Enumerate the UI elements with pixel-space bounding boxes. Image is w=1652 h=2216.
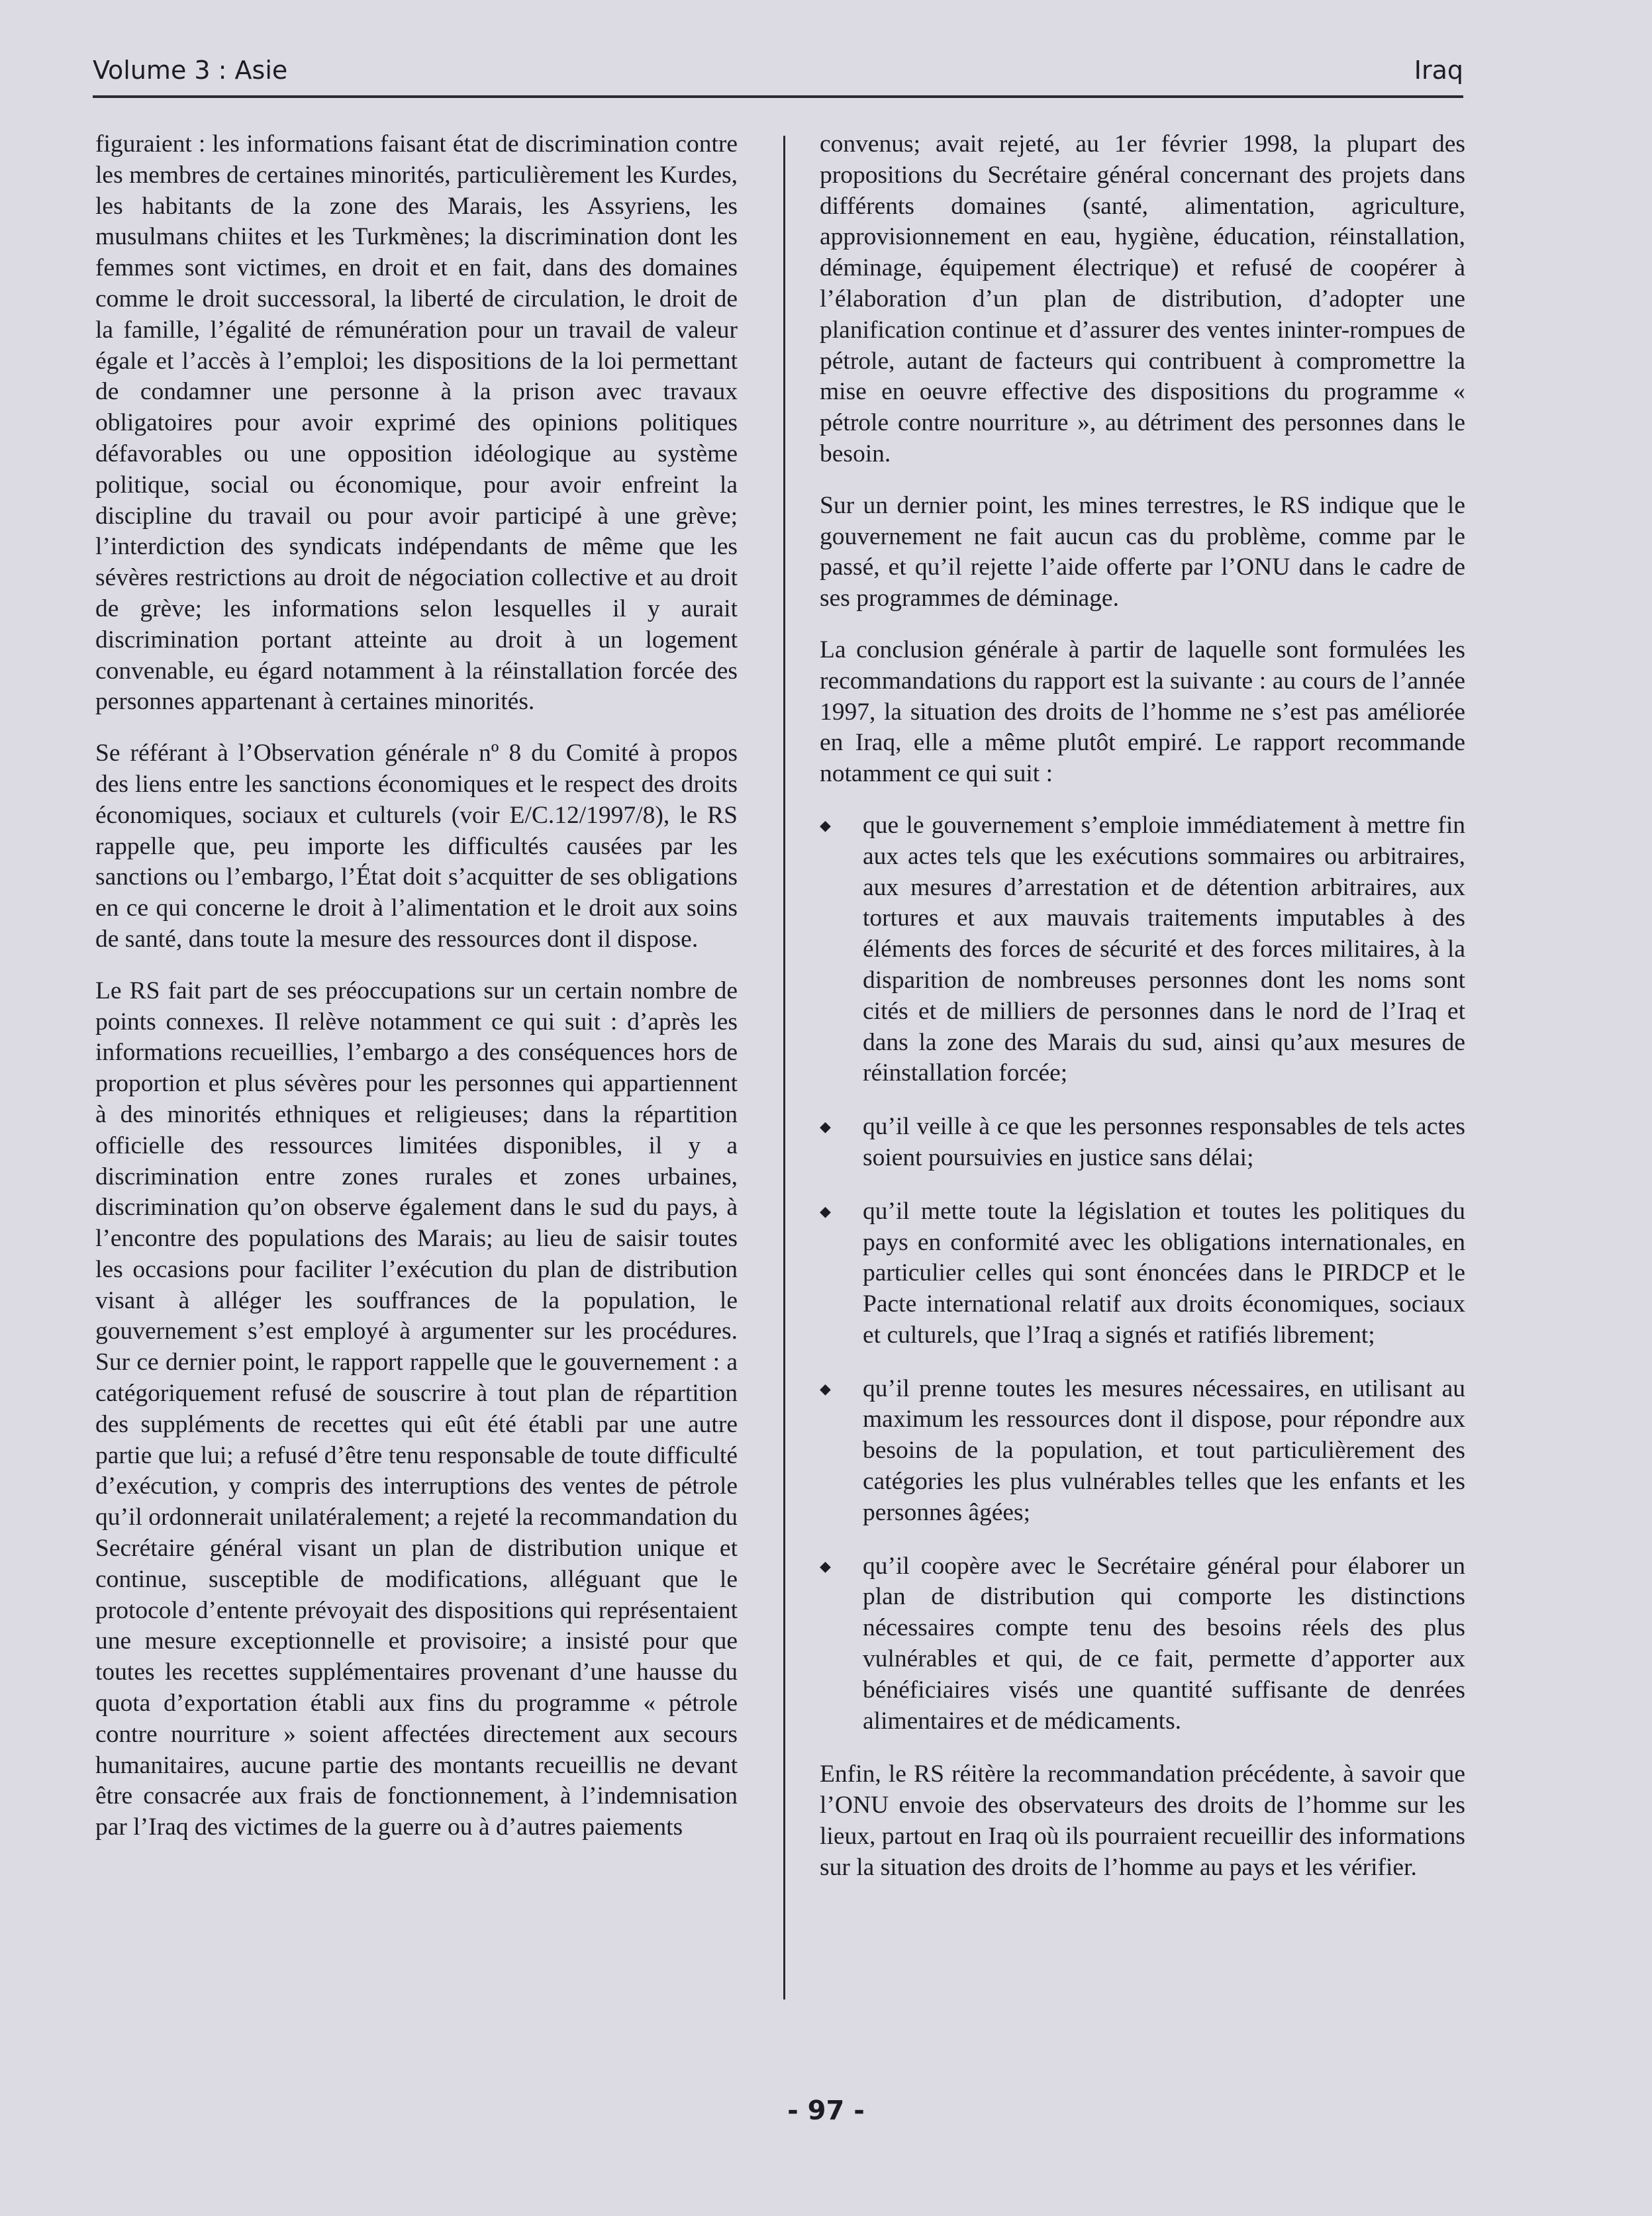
paragraph: La conclusion générale à partir de laquelle sont formulées les recommandations du rapport est la suivante : au cours de l’année 1997, la situation des droits de l’homme ne s’est pas améliorée en Iraq, elle a même plutôt empiré. Le rapport recommande notamment ce qui suit : bbox=[820, 636, 1465, 788]
list-item bbox=[820, 810, 1465, 1089]
page-header bbox=[93, 56, 1463, 98]
country-title: Iraq bbox=[1414, 56, 1463, 85]
list-item-text: qu’il coopère avec le Secrétaire général pour élaborer un plan de distribution qui comporte les distinctions nécessaires compte tenu des besoins réels des plus vulnérables et qui, de ce fait, permette d’apporter aux bénéficiaires visés une quantité suffisante de denrées alimentaires et de médicaments. bbox=[863, 1552, 1465, 1735]
paragraph: Se référant à l’Observation générale nº 8 du Comité à propos des liens entre les sanctions économiques et le respect des droits économiques, sociaux et culturels (voir E/C.12/1997/8), le RS rappelle que, peu importe les difficultés causées par les sanctions ou l’embargo, l’État doit s’acquitter de ses obligations en ce qui concerne le droit à l’alimentation et le droit aux soins de santé, dans toute la mesure des ressources dont il dispose. bbox=[95, 740, 738, 953]
diamond-bullet-icon: ◆ bbox=[820, 1202, 831, 1220]
list-item-text: qu’il prenne toutes les mesures nécessaires, en utilisant au maximum les ressources dont il dispose, pour répondre aux besoins de la population, et tout particulièrement des catégories les plus vulnérables telles que les enfants et les personnes âgées; bbox=[863, 1374, 1465, 1526]
list-item bbox=[820, 1374, 1465, 1529]
diamond-bullet-icon: ◆ bbox=[820, 1380, 831, 1397]
left-column bbox=[95, 129, 738, 2009]
column-divider bbox=[783, 136, 785, 1999]
recommendations-list bbox=[820, 810, 1465, 1737]
paragraph: convenus; avait rejeté, au 1er février 1998, la plupart des propositions du Secrétaire général concernant des projets dans différents domaines (santé, alimentation, agriculture, approvisionnement en eau, hygiène, éducation, réinstallation, déminage, équipement électrique) et refusé de coopérer à l’élaboration d’un plan de distribution, d’adopter une planification continue et d’assurer des ventes ininter-rompues de pétrole, autant de facteurs qui contribuent à compromettre la mise en oeuvre effective des dispositions du programme « pétrole contre nourriture », au détriment des personnes dans le besoin. bbox=[820, 130, 1465, 467]
diamond-bullet-icon: ◆ bbox=[820, 1118, 831, 1135]
paragraph: Le RS fait part de ses préoccupations sur un certain nombre de points connexes. Il relève notamment ce qui suit : d’après les informations recueillies, l’embargo a des conséquences hors de proportion et plus sévères pour les personnes qui appartiennent à des minorités ethniques et religieuses; dans la répartition officielle des ressources limitées disponibles, il y a discrimination entre zones rurales et zones urbaines, discrimination qu’on observe également dans le sud du pays, à l’encontre des populations des Marais; au lieu de saisir toutes les occasions pour faciliter l’exécution du plan de distribution visant à alléger les souffrances de la population, le gouvernement s’est employé à argumenter sur les procédures. Sur ce dernier point, le rapport rappelle que le gouvernement : a catégoriquement refusé de souscrire à tout plan de répartition des suppléments de recettes qui eût été établi par une autre partie que lui; a refusé d’être tenu responsable de toute difficulté d’exécution, y compris des interruptions des ventes de pétrole qu’il ordonnerait unilatéralement; a rejeté la recommandation du Secrétaire général visant un plan de distribution unique et continue, susceptible de modifications, alléguant que le protocole d’entente prévoyait des dispositions qui représentaient une mesure exceptionnelle et provisoire; a insisté pour que toutes les recettes supplémentaires provenant d’une hausse du quota d’exportation établi aux fins du programme « pétrole contre nourriture » soient affectées directement aux secours humanitaires, aucune partie des montants recueillis ne devant être consacrée aux frais de fonctionnement, à l’indemnisation par l’Iraq des victimes de la guerre ou à d’autres paiements bbox=[95, 977, 738, 1841]
diamond-bullet-icon: ◆ bbox=[820, 1557, 831, 1574]
list-item bbox=[820, 1551, 1465, 1737]
list-item-text: qu’il veille à ce que les personnes responsables de tels actes soient poursuivies en justice sans délai; bbox=[863, 1113, 1465, 1171]
list-item-text: que le gouvernement s’emploie immédiatement à mettre fin aux actes tels que les exécutions sommaires ou arbitraires, aux mesures d’arrestation et de détention arbitraires, aux tortures et aux mauvais traitements imputables à des éléments des forces de sécurité et des forces militaires, à la disparition de nombreuses personnes dont les noms sont cités et de milliers de personnes dans le nord de l’Iraq et dans la zone des Marais du sud, ainsi qu’aux mesures de réinstallation forcée; bbox=[863, 811, 1465, 1087]
list-item-text: qu’il mette toute la législation et toutes les politiques du pays en conformité avec les obligations internationales, en particulier celles qui sont énoncées dans le PIRDCP et le Pacte international relatif aux droits économiques, sociaux et culturels, que l’Iraq a signés et ratifiés librement; bbox=[863, 1197, 1465, 1349]
right-column bbox=[820, 129, 1465, 2009]
paragraph: Enfin, le RS réitère la recommandation précédente, à savoir que l’ONU envoie des observateurs des droits de l’homme sur les lieux, partout en Iraq où ils pourraient recueillir des informations sur la situation des droits de l’homme au pays et les vérifier. bbox=[820, 1760, 1465, 1881]
list-item bbox=[820, 1112, 1465, 1174]
volume-title: Volume 3 : Asie bbox=[93, 56, 288, 85]
page-number: - 97 - bbox=[787, 2096, 865, 2126]
paragraph: figuraient : les informations faisant état de discrimination contre les membres de certaines minorités, particulièrement les Kurdes, les habitants de la zone des Marais, les Assyriens, les musulmans chiites et les Turkmènes; la discrimination dont les femmes sont victimes, en droit et en fait, dans des domaines comme le droit successoral, la liberté de circulation, le droit de la famille, l’égalité de rémunération pour un travail de valeur égale et l’accès à l’emploi; les dispositions de la loi permettant de condamner une personne à la prison avec travaux obligatoires pour avoir exprimé des opinions politiques défavorables ou une opposition idéologique au système politique, social ou économique, pour avoir enfreint la discipline du travail ou pour avoir participé à une grève; l’interdiction des syndicats indépendants de même que les sévères restrictions au droit de négociation collective et au droit de grève; les informations selon lesquelles il y aurait discrimination portant atteinte au droit à un logement convenable, eu égard notamment à la réinstallation forcée des personnes appartenant à certaines minorités. bbox=[95, 130, 738, 716]
list-item bbox=[820, 1196, 1465, 1351]
diamond-bullet-icon: ◆ bbox=[820, 816, 831, 834]
paragraph: Sur un dernier point, les mines terrestres, le RS indique que le gouvernement ne fait aucun cas du problème, comme par le passé, et qu’il rejette l’aide offerte par l’ONU dans le cadre de ses programmes de déminage. bbox=[820, 491, 1465, 612]
